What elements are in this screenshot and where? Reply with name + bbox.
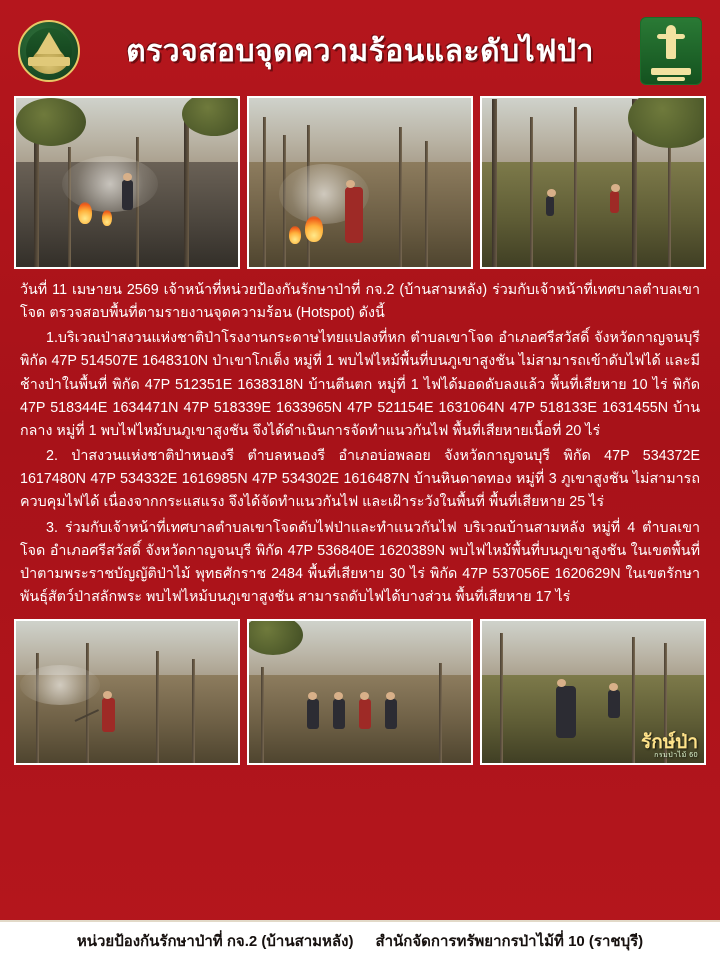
tree-trunk (574, 107, 577, 267)
flame-shape (78, 202, 92, 224)
watermark-subtext: กรมป่าไม้ 60 (654, 752, 698, 760)
footer-office-label: สำนักจัดการทรัพยากรป่าไม้ที่ 10 (ราชบุรี) (375, 933, 644, 950)
person-figure (608, 690, 620, 718)
logo-figure-shape (666, 25, 676, 59)
person-figure (122, 180, 133, 210)
royal-forest-emblem-icon (18, 20, 80, 82)
forest-protection-logo-icon (640, 17, 702, 85)
report-item-1: 1.บริเวณป่าสงวนแห่งชาติป่าโรงงานกระดาษไทยแปลงที่หก ตำบลเขาโจด อำเภอศรีสวัสดิ์ จังหวัดกาญจนบุรี พิกัด 47P 514507E 1648310N ป่าเขาโกเต็ง หมู่ที่ 1 พบไฟไหม้พื้นที่บนภูเขาสูงชัน ไม่สามารถเข้าดับไฟได้ และมีช้างป่าในพื้นที่ พิกัด 47P 512351E 1638318N บ้านตีนตก หมู่ที่ 1 ไฟได้มอดดับลงแล้ว พื้นที่เสียหาย 10 ไร่ พิกัด 47P 518344E 1634471N 47P 518339E 1633965N 47P 521154E 1631064N 47P 518133E 1631455N บ้านกลาง หมู่ที่ 1 พบไฟไหม้บนภูเขาสูงชัน จึงได้ดำเนินการจัดทำแนวกันไฟ พื้นที่เสียหายเนื้อที่ 20 ไร่ (20, 330, 700, 439)
emblem-band-shape (28, 57, 70, 66)
tree-trunk (192, 659, 195, 763)
person-figure (359, 699, 371, 729)
tree-trunk (439, 663, 442, 763)
report-item-3: 3. ร่วมกับเจ้าหน้าที่เทศบาลตำบลเขาโจดดับไฟป่าและทำแนวกันไฟ บริเวณบ้านสามหลัง หมู่ที่ 4 ตำบลเขาโจด อำเภอศรีสวัสดิ์ จังหวัดกาญจนบุรี พิกัด 47P 536840E 1620389N พบไฟไหม้พื้นที่บนภูเขาสูงชัน ในเขตพื้นที่ป่าตามพระราชบัญญัติป่าไม้ พุทธศักราช 2484 พื้นที่เสียหาย 30 ไร่ พิกัด 47P 537056E 1620629N ในเขตรักษาพันธุ์สัตว์ป่าสลักพระ พบไฟไหม้บนภูเขาสูงชัน สามารถดับไฟได้บางส่วน พื้นที่เสียหาย 17 ไร่ (20, 519, 700, 606)
smoke-plume (62, 156, 158, 212)
person-figure (102, 698, 115, 732)
watermark-text: รักษ์ป่า (641, 732, 698, 754)
person-figure (385, 699, 397, 729)
page-title: ตรวจสอบจุดความร้อนและดับไฟป่า (126, 34, 594, 68)
poster-header (14, 10, 706, 92)
watermark (641, 733, 698, 759)
firebreak-photo-icon (14, 619, 240, 765)
flame-shape (305, 216, 323, 242)
tree-trunk (668, 127, 671, 267)
tree-trunk (68, 147, 71, 267)
tree-trunk (261, 667, 264, 763)
flame-shape (289, 226, 301, 244)
tree-trunk (263, 117, 266, 267)
smoke-plume (20, 665, 100, 705)
photo-row-bottom (14, 619, 706, 765)
photo-sky (482, 621, 704, 681)
poster-footer (0, 920, 720, 960)
person-figure (333, 699, 345, 729)
photo-row-top (14, 96, 706, 269)
tree-trunk (399, 127, 402, 267)
firefighter-photo-icon (14, 96, 240, 269)
report-intro: วันที่ 11 เมษายน 2569 เจ้าหน้าที่หน่วยป้องกันรักษาป่าที่ กจ.2 (บ้านสามหลัง) ร่วมกับเจ้าหน้าที่เทศบาลตำบลเขาโจด ตรวจสอบพื้นที่ตามรายงานจุดความร้อน (Hotspot) ดังนี้ (20, 282, 700, 322)
tree-trunk (492, 99, 497, 267)
tree-trunk (425, 141, 428, 267)
tree-trunk (632, 637, 635, 763)
person-figure (556, 686, 576, 738)
tree-trunk (184, 117, 189, 267)
person-figure (610, 191, 619, 213)
report-item-2: 2. ป่าสงวนแห่งชาติป่าหนองรี ตำบลหนองรี อำเภอบ่อพลอย จังหวัดกาญจนบุรี พิกัด 47P 534372E 1617480N 47P 534332E 1616985N 47P 534302E 1616487N บ้านหินดาดทอง หมู่ที่ 3 ภูเขาสูงชัน ไม่สามารถควบคุมไฟได้ เนื่องจากกระแสแรง จึงได้จัดทำแนวกันไฟ และเฝ้าระวังในพื้นที่ พื้นที่เสียหาย 25 ไร่ (20, 448, 700, 511)
tree-trunk (500, 633, 503, 763)
emblem-tree-shape (36, 32, 62, 54)
logo-base-shape (651, 68, 691, 75)
person-figure (546, 196, 554, 216)
tree-trunk (530, 117, 533, 267)
carry-blower-photo-icon (480, 619, 706, 765)
person-figure (307, 699, 319, 729)
team-photo-icon (247, 619, 473, 765)
tree-trunk (86, 643, 89, 763)
foliage-shape (16, 98, 86, 146)
tree-trunk (34, 127, 39, 267)
flame-shape (102, 210, 112, 226)
title-wrapper (80, 35, 640, 68)
logo-base2-shape (657, 77, 685, 81)
patrol-photo-icon (480, 96, 706, 269)
report-body (14, 277, 706, 609)
tree-trunk (156, 651, 159, 763)
firefighter-blower-photo-icon (247, 96, 473, 269)
footer-unit-label: หน่วยป้องกันรักษาป่าที่ กจ.2 (บ้านสามหลัง) (76, 933, 354, 950)
person-figure (345, 187, 363, 243)
